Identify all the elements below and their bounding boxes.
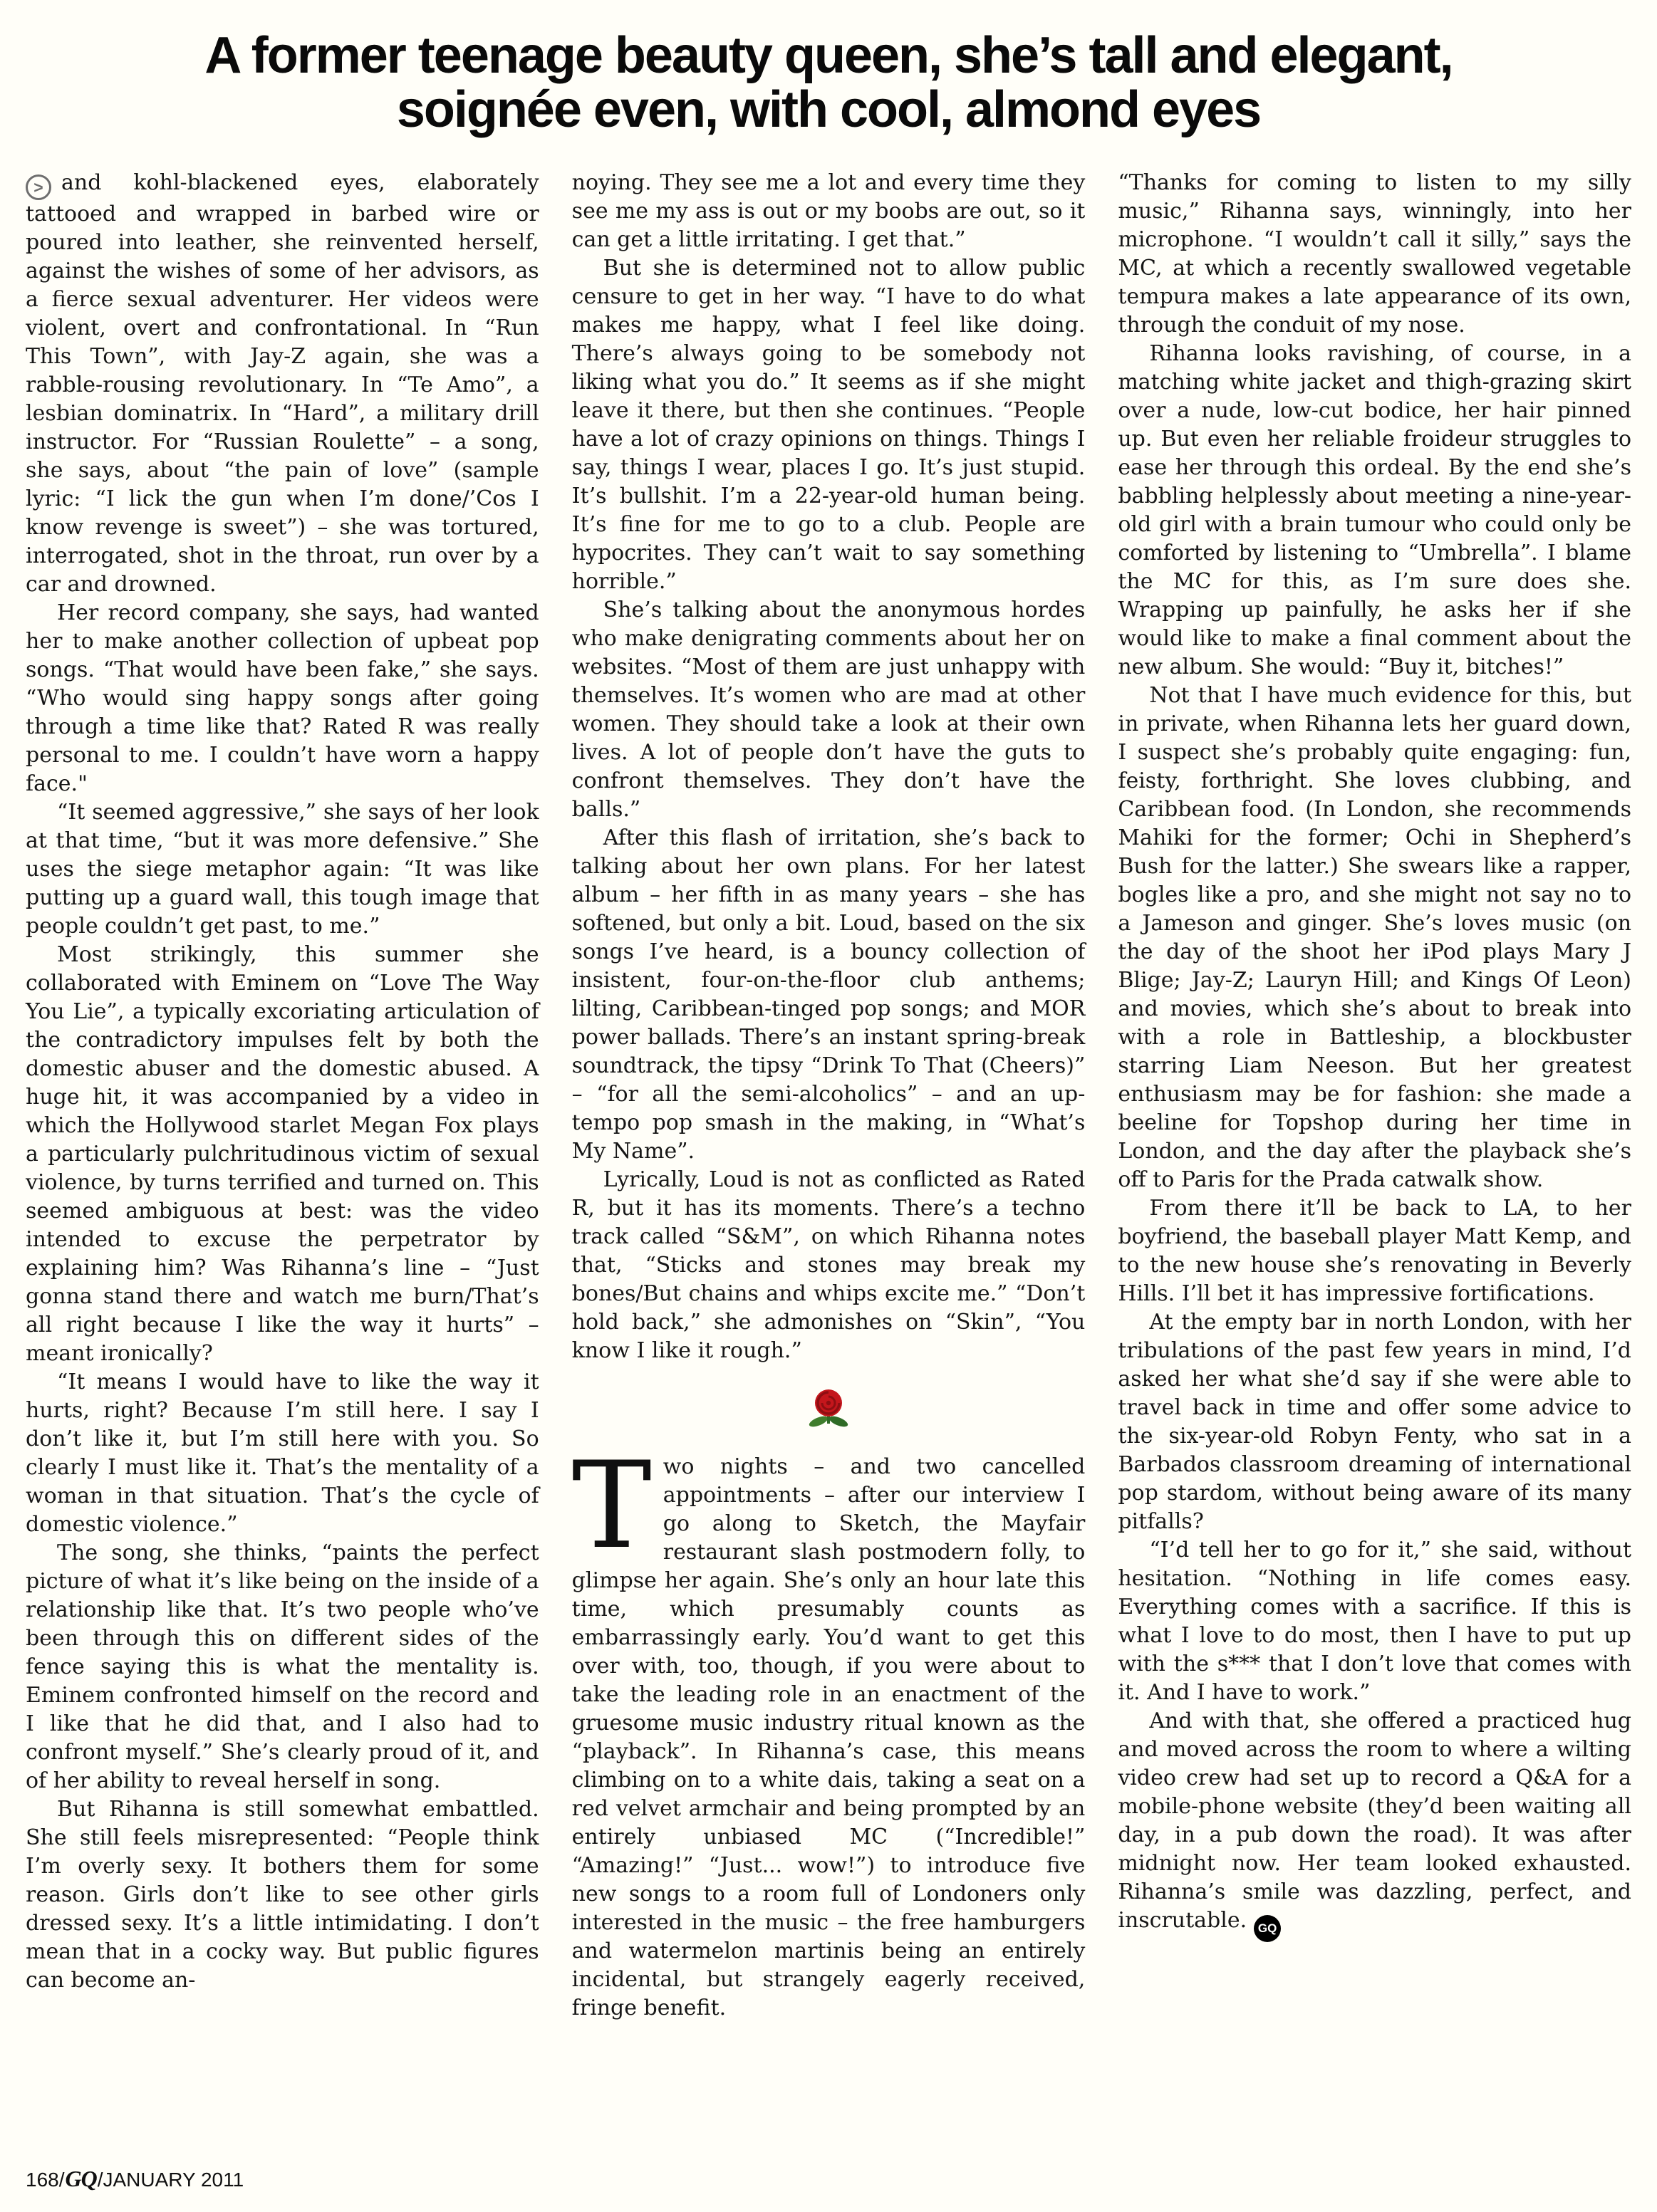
column-2 xyxy=(572,169,1086,2140)
drop-cap-letter: T xyxy=(571,1435,652,1575)
paragraph: At the empty bar in north London, with her tribulations of the past few years in mind, I’d asked her what she’d say if she were able to travel back in time and offer some advice to the six-year-old Robyn Fenty, who sat in a Barbados classroom dreaming of international pop stardom, without being aware of its many pitfalls? xyxy=(1118,1309,1632,1534)
paragraph: Not that I have much evidence for this, but in private, when Rihanna lets her guard down, I suspect she’s probably quite engaging: fun, feisty, forthright. She loves clubbing, and Caribbean food. (In London, she recommends Mahiki for the former; Ochi in Shepherd’s Bush for the latter.) She swears like a rapper, bogles like a pro, and she might not say no to a Jameson and ginger. She’s loves music (on the day of the shoot her iPod plays Mary J Blige; Jay-Z; Lauryn Hill; and Kings Of Leon) and movies, which she’s about to break into with a role in Battleship, a blockbuster starring Liam Neeson. But her greatest enthusiasm may be for fashion: she made a beeline for Topshop during her time in London, and the day after the playback she’s off to Paris for the Prada catwalk show. xyxy=(1118,682,1632,1192)
paragraph-text: and kohl-blackened eyes, elaborately tattooed and wrapped in barbed wire or poured into leather, she reinvented herself, against the wishes of some of her advisors, as a fierce sexual adventurer. Her videos were violent, overt and confrontational. In “Run This Town”, with Jay-Z again, she was a rabble-rousing revolutionary. In “Te Amo”, a lesbian dominatrix. In “Hard”, a military drill instructor. For “Russian Roulette” – a song, she says, about “the pain of love” (sample lyric: “I lick the gun when I’m done/’Cos I know revenge is sweet”) – she was tortured, interrogated, shot in the throat, run over by a car and drowned. xyxy=(26,169,539,597)
paragraph: But Rihanna is still somewhat embattled. She still feels misrepresented: “People think I’m overly sexy. It bothers them for some reason. Girls don’t like to see other girls dressed sexy. It’s a little intimidating. I don’t mean that in a cocky way. But public figures can become an- xyxy=(26,1796,539,1993)
paragraph: Rihanna looks ravishing, of course, in a matching white jacket and thigh-grazing skirt over a nude, low-cut bodice, her hair pinned up. But even her reliable froideur struggles to ease her through this ordeal. By the end she’s babbling helplessly about meeting a nine-year-old girl with a brain tumour who could only be comforted by listening to “Umbrella”. I blame the MC for this, as I’m sure does she. Wrapping up painfully, he asks her if she would like to make a final comment about the new album. She would: “Buy it, bitches!” xyxy=(1118,340,1632,679)
paragraph-dropcap xyxy=(571,1435,1086,2023)
paragraph: But she is determined not to allow public censure to get in her way. “I have to do what makes me happy, what I feel like doing. There’s always going to be somebody not liking what you do.” It seems as if she might leave it there, but then she continues. “People have a lot of crazy opinions on things. Things I say, things I wear, places I go. It’s just stupid. It’s bullshit. I’m a 22-year-old human being. It’s fine for me to go to a club. People are hypocrites. They can’t wait to say something horrible.” xyxy=(571,255,1086,594)
paragraph xyxy=(1118,1707,1631,1942)
article-columns xyxy=(26,169,1631,2140)
column-1 xyxy=(26,169,539,2140)
rose-ornament-icon xyxy=(805,1387,852,1436)
paragraph: “It seemed aggressive,” she says of her look at that time, “but it was more defensive.” She uses the siege metaphor again: “It was like putting up a guard wall, this tough image that people couldn’t get past, to me.” xyxy=(26,799,539,939)
footer-issue-date: /JANUARY 2011 xyxy=(97,2169,244,2191)
paragraph: After this flash of irritation, she’s back to talking about her own plans. For her latest album – her fifth in as many years – she has softened, but only a bit. Loud, based on the six songs I’ve heard, is a bouncy collection of insistent, four-on-the-floor club anthems; lilting, Caribbean-tinged pop songs; and MOR power ballads. There’s an instant spring-break soundtrack, the tipsy “Drink To That (Cheers)” – “for all the semi-alcoholics” – and an up-tempo pop smash in the making, in “What’s My Name”. xyxy=(571,825,1086,1164)
paragraph: “I’d tell her to go for it,” she said, without hesitation. “Nothing in life comes easy. Everything comes with a sacrifice. If this is what I love to do most, then I have to put up with the s*** that I don’t love that comes with it. And I have to work.” xyxy=(1118,1537,1632,1705)
headline-line-2: soignée even, with cool, almond eyes xyxy=(396,81,1261,139)
paragraph: Lyrically, Loud is not as conflicted as Rated R, but it has its moments. There’s a techno track called “S&M”, on which Rihanna notes that, “Sticks and stones may break my bones/But chains and whips excite me.” “Don’t hold back,” she admonishes on “Skin”, “You know I like it rough.” xyxy=(571,1167,1086,1363)
gq-footer-logo: GQ xyxy=(65,2166,97,2191)
paragraph: Her record company, she says, had wanted her to make another collection of upbeat pop songs. “That would have been fake,” she says. “Who would sing happy songs after going through a time like that? Rated R was really personal to me. I couldn’t have worn a happy face." xyxy=(26,600,539,796)
paragraph: “Thanks for coming to listen to my silly music,” Rihanna says, winningly, into her microphone. “I wouldn’t call it silly,” says the MC, at which a recently swallowed vegetable tempura makes a late appearance of its own, through the conduit of my nose. xyxy=(1118,169,1632,338)
rose-divider xyxy=(572,1387,1086,1436)
headline-line-1: A former teenage beauty queen, she’s tall and elegant, xyxy=(204,27,1453,84)
paragraph: noying. They see me a lot and every time they see me my ass is out or my boobs are out, so it can get a little irritating. I get that.” xyxy=(571,169,1086,252)
gq-endmark-icon: GQ xyxy=(1254,1915,1281,1942)
paragraph-text: wo nights – and two cancelled appointments – after our interview I go along to Sketch, the Mayfair restaurant slash postmodern folly, to glimpse her again. She’s only an hour late this time, which presumably counts as embarrassingly early. You’d want to get this over with, too, though, if you were about to take the leading role in an enactment of the gruesome music industry ritual known as the “playback”. In Rihanna’s case, this means climbing on to a white dais, taking a seat on a red velvet armchair and being prompted by an entirely unbiased MC (“Incredible!” “Amazing!” “Just... wow!”) to introduce five new songs to a room full of Londoners only interested in the music – the free hamburgers and watermelon martinis being an entirely incidental, but strangely eagerly received, fringe benefit. xyxy=(571,1454,1086,2020)
continuation-arrow-icon: > xyxy=(26,174,51,200)
paragraph-text: And with that, she offered a practiced hug and moved across the room to where a wilting video crew had set up to record a Q&A for a mobile-phone website (they’d been waiting all day, in a pub down the road). It was after midnight now. Her team looked exhausted. Rihanna’s smile was dazzling, perfect, and inscrutable. xyxy=(1118,1708,1632,1933)
paragraph: “It means I would have to like the way it hurts, right? Because I’m still here. I say I don’t like it, but I’m still here with you. So clearly I must like it. That’s the mentality of a woman in that situation. That’s the cycle of domestic violence.” xyxy=(26,1369,539,1537)
paragraph xyxy=(26,169,539,599)
page-footer xyxy=(26,2166,1631,2192)
paragraph: The song, she thinks, “paints the perfect picture of what it’s like being on the inside of a relationship like that. It’s two people who’ve been through this on different sides of the fence saying this is what the mentality is. Eminem confronted himself on the record and I like that he did that, and I also had to confront myself.” She’s clearly proud of it, and of her ability to reveal herself in song. xyxy=(26,1540,539,1793)
page-title xyxy=(30,28,1627,137)
paragraph: She’s talking about the anonymous hordes who make denigrating comments about her on websites. “Most of them are just unhappy with themselves. It’s women who are mad at other women. They should take a look at their own lives. A lot of people don’t have the guts to confront themselves. They don’t have the balls.” xyxy=(571,597,1086,822)
paragraph: From there it’ll be back to LA, to her boyfriend, the baseball player Matt Kemp, and to the new house she’s renovating in Beverly Hills. I’ll bet it has impressive fortifications. xyxy=(1118,1195,1632,1306)
column-3 xyxy=(1118,169,1631,2140)
paragraph: Most strikingly, this summer she collaborated with Eminem on “Love The Way You Lie”, a typically excoriating articulation of the contradictory impulses felt by both the domestic abuser and the domestic abused. A huge hit, it was accompanied by a video in which the Hollywood starlet Megan Fox plays a particularly pulchritudinous victim of sexual violence, by turns terrified and turned on. This seemed ambiguous at best: was the video intended to excuse the perpetrator by explaining him? Was Rihanna’s line – “Just gonna stand there and watch me burn/That’s all right because I like the way it hurts” – meant ironically? xyxy=(26,941,539,1366)
footer-page-number: 168/ xyxy=(26,2169,65,2191)
